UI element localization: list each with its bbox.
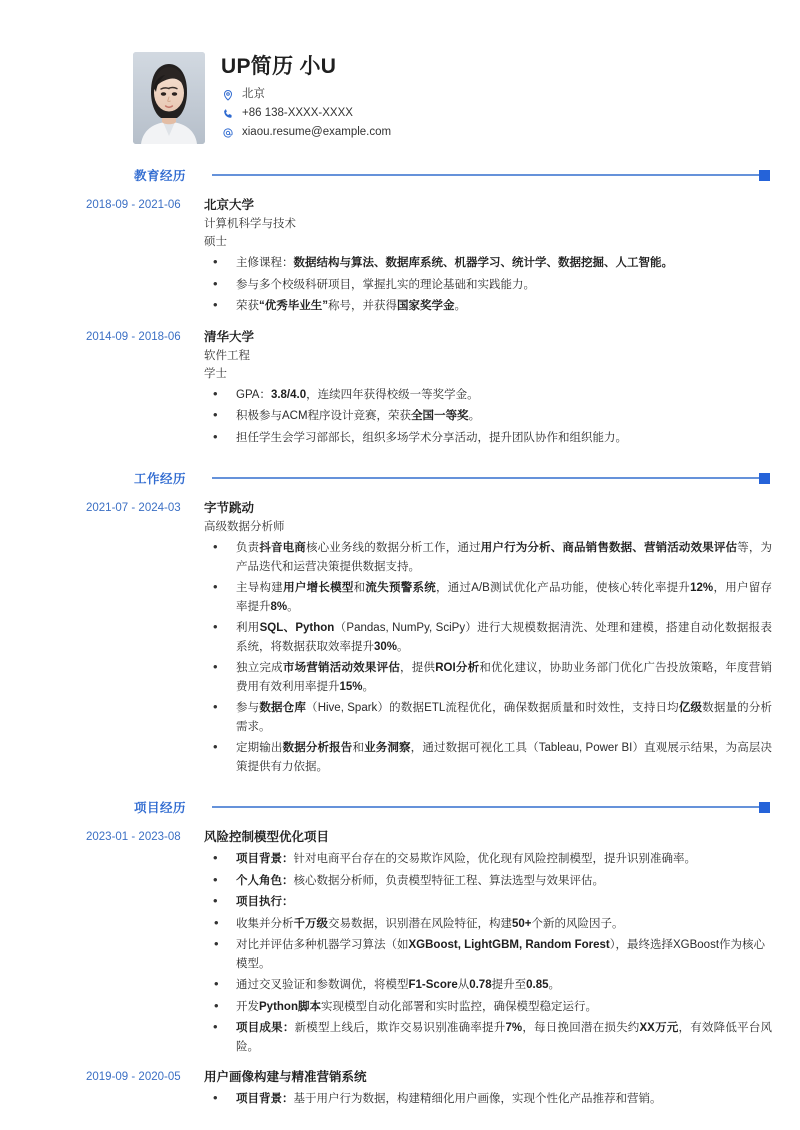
bullet-item: • 个人角色：核心数据分析师，负责模型特征工程、算法选型与效果评估。 — [204, 872, 772, 891]
section-divider — [212, 806, 759, 808]
bullet-list — [204, 539, 772, 776]
bullet-list — [204, 1090, 772, 1109]
entry-date: 2023-01 - 2023-08 — [86, 831, 181, 843]
section-title: 教育经历 — [133, 169, 186, 183]
bullet-item: • 参与多个校级科研项目，掌握扎实的理论基础和实践能力。 — [204, 276, 772, 295]
header-info — [221, 52, 391, 141]
bullet-item: • 独立完成市场营销活动效果评估，提供ROI分析和优化建议，协助业务部门优化广告投放策略，年度营销费用有效利用率提升15%。 — [204, 659, 772, 696]
entry-date: 2019-09 - 2020-05 — [86, 1071, 181, 1083]
section-title: 项目经历 — [133, 801, 186, 815]
section-accent-square — [759, 473, 770, 484]
bullet-list — [204, 254, 772, 316]
resume-sections — [0, 166, 800, 1109]
contact-phone — [221, 105, 391, 122]
bullet-list — [204, 386, 772, 448]
bullet-item: • GPA：3.8/4.0，连续四年获得校级一等奖学金。 — [204, 386, 772, 405]
section-accent-square — [759, 170, 770, 181]
sub-bullet-item: • 开发Python脚本实现模型自动化部署和实时监控，确保模型稳定运行。 — [204, 998, 772, 1017]
entry-date: 2018-09 - 2021-06 — [86, 199, 181, 211]
location-pin-icon — [221, 88, 235, 102]
bullet-item: • 主导构建用户增长模型和流失预警系统，通过A/B测试优化产品功能，使核心转化率提升12%，用户留存率提升8%。 — [204, 579, 772, 616]
phone-icon — [221, 107, 235, 121]
entry-title: 字节跳动 — [204, 501, 255, 515]
bullet-item: • 项目成果：新模型上线后，欺诈交易识别准确率提升7%，每日挽回潜在损失约XX万元，有效降低平台风险。 — [204, 1019, 772, 1056]
entry-date: 2021-07 - 2024-03 — [86, 502, 181, 514]
email-text: xiaou.resume@example.com — [242, 126, 392, 138]
bullet-list — [204, 850, 772, 1056]
entry-body — [204, 499, 772, 776]
section-divider — [212, 174, 759, 176]
entry-subtitle: 软件工程 — [204, 349, 250, 362]
resume-entry — [0, 499, 800, 776]
section-accent-square — [759, 802, 770, 813]
resume-entry — [0, 828, 800, 1056]
bullet-item: • 项目背景：基于用户行为数据，构建精细化用户画像，实现个性化产品推荐和营销。 — [204, 1090, 772, 1109]
phone-text: +86 138-XXXX-XXXX — [242, 107, 353, 119]
section-title: 工作经历 — [133, 472, 186, 486]
bullet-item: • 荣获“优秀毕业生”称号，并获得国家奖学金。 — [204, 297, 772, 316]
bullet-item: • 利用SQL、Python（Pandas, NumPy, SciPy）进行大规模数据清洗、处理和建模，搭建自动化数据报表系统，将数据获取效率提升30%。 — [204, 619, 772, 656]
section-header — [0, 166, 800, 184]
entry-subtitle: 计算机科学与技术 — [204, 218, 296, 230]
section-divider — [212, 477, 759, 479]
resume-header — [0, 0, 800, 144]
resume-entry — [0, 196, 800, 316]
entry-title: 风险控制模型优化项目 — [204, 830, 330, 844]
entry-degree: 学士 — [204, 367, 227, 380]
resume-entry — [0, 1068, 800, 1109]
bullet-item: • 担任学生会学习部部长，组织多场学术分享活动，提升团队协作和组织能力。 — [204, 429, 772, 448]
bullet-item: • 负责抖音电商核心业务线的数据分析工作，通过用户行为分析、商品销售数据、营销活动效果评估等，为产品迭代和运营决策提供数据支持。 — [204, 539, 772, 576]
entry-degree: 硕士 — [204, 236, 227, 248]
bullet-item: • 参与数据仓库（Hive, Spark）的数据ETL流程优化，确保数据质量和时效性，支持日均亿级数据量的分析需求。 — [204, 699, 772, 736]
sub-bullet-list — [204, 915, 772, 1017]
sub-bullet-item: • 收集并分析千万级交易数据，识别潜在风险特征，构建50+个新的风险因子。 — [204, 915, 772, 934]
bullet-item: • 项目执行： — [204, 893, 772, 912]
candidate-name: UP简历 小U — [221, 55, 337, 78]
entry-title: 用户画像构建与精准营销系统 — [204, 1070, 367, 1084]
entry-subtitle: 高级数据分析师 — [204, 521, 285, 533]
bullet-item: • 项目背景：针对电商平台存在的交易欺诈风险，优化现有风险控制模型，提升识别准确率。 — [204, 850, 772, 869]
sub-bullet-item: • 通过交叉验证和参数调优，将模型F1-Score从0.78提升至0.85。 — [204, 976, 772, 995]
contact-email — [221, 124, 391, 141]
entry-title: 清华大学 — [204, 329, 255, 344]
bullet-item: • 积极参与ACM程序设计竞赛，荣获全国一等奖。 — [204, 407, 772, 426]
section-header — [0, 469, 800, 487]
contact-location — [221, 86, 391, 103]
entry-date: 2014-09 - 2018-06 — [86, 330, 181, 343]
bullet-item: • 定期输出数据分析报告和业务洞察，通过数据可视化工具（Tableau, Power BI）直观展示结果，为高层决策提供有力依据。 — [204, 739, 772, 776]
location-text: 北京 — [242, 88, 265, 100]
entry-body — [204, 1068, 772, 1109]
entry-body — [204, 196, 772, 316]
sub-bullet-item: • 对比并评估多种机器学习算法（如XGBoost, LightGBM, Random Forest），最终选择XGBoost作为核心模型。 — [204, 936, 772, 973]
entry-body — [204, 328, 772, 448]
portrait-photo — [133, 52, 205, 144]
entry-body — [204, 828, 772, 1056]
entry-title: 北京大学 — [204, 198, 255, 212]
section-header — [0, 798, 800, 816]
bullet-item: • 主修课程：数据结构与算法、数据库系统、机器学习、统计学、数据挖掘、人工智能。 — [204, 254, 772, 273]
resume-entry — [0, 328, 800, 448]
at-email-icon — [221, 126, 235, 140]
